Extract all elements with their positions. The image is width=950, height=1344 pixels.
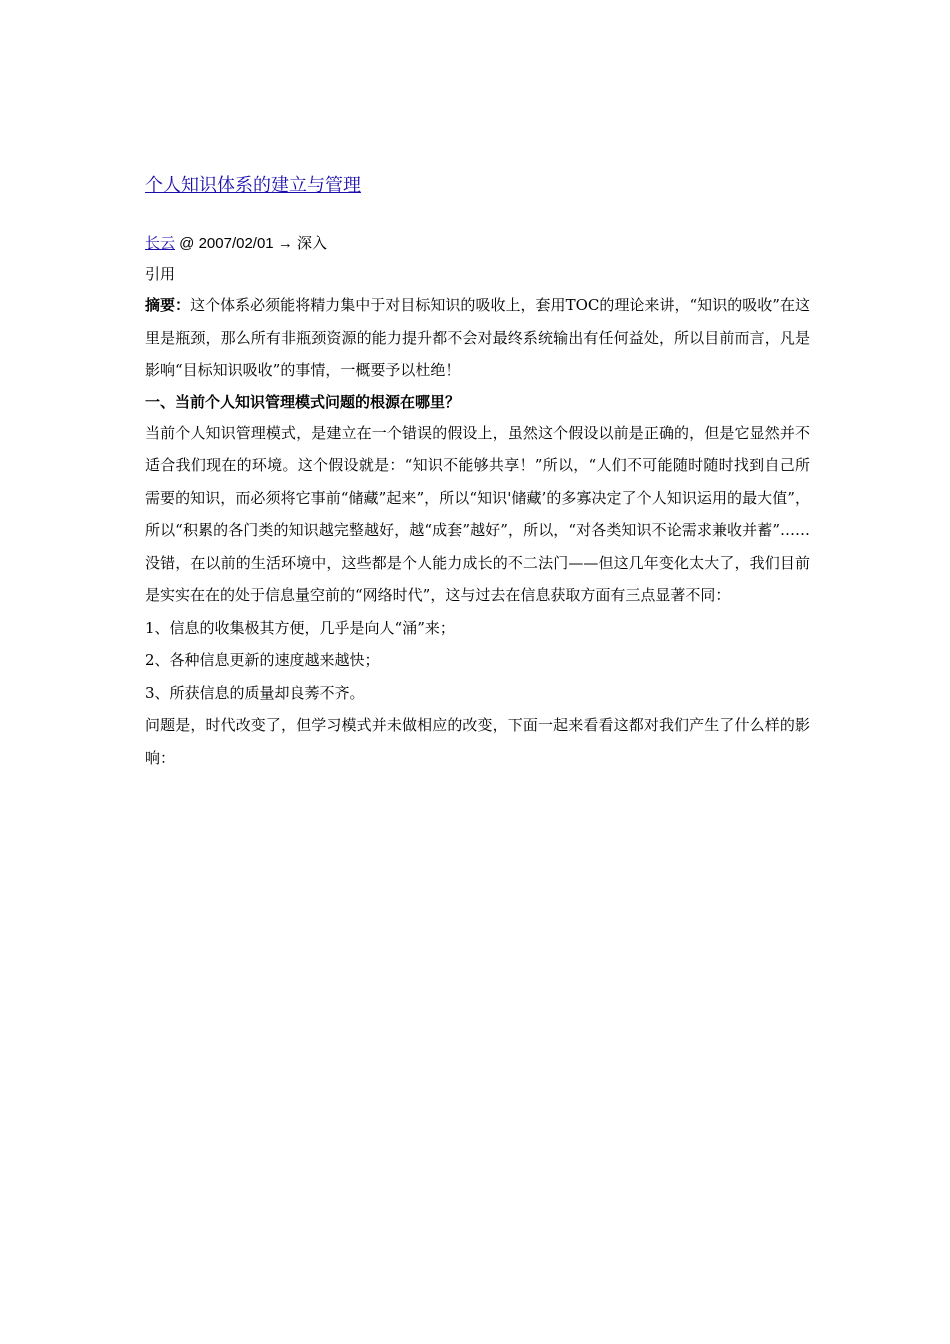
list-item: 3、所获信息的质量却良莠不齐。 bbox=[145, 683, 365, 702]
summary-text: 这个体系必须能将精力集中于对目标知识的吸收上，套用TOC的理论来讲，“知识的吸收”在这里是瓶颈，那么所有非瓶颈资源的能力提升都不会对最终系统输出有任何益处，所以目前而言，凡是影响“目标知识吸收”的事情，一概要予以杜绝！ bbox=[145, 296, 810, 379]
article-title-row bbox=[145, 170, 810, 202]
document-page bbox=[145, 170, 810, 774]
article-title-link[interactable]: 个人知识体系的建立与管理 bbox=[145, 175, 361, 196]
list-item: 1、信息的收集极其方便，几乎是向人“涌”来； bbox=[145, 618, 455, 637]
body-paragraph-1: 当前个人知识管理模式，是建立在一个错误的假设上，虽然这个假设以前是正确的，但是它显然并不适合我们现在的环境。这个假设就是：“知识不能够共享！”所以，“人们不可能随时随时找到自己所需要的知识，而必须将它事前“储藏”起来”，所以“知识'储藏’的多寡决定了个人知识运用的最大值”，所以“积累的各门类的知识越完整越好，越“成套”越好”，所以，“对各类知识不论需求兼收并蓄”……没错，在以前的生活环境中，这些都是个人能力成长的不二法门——但这几年变化太大了，我们目前是实实在在的处于信息量空前的“网络时代”，这与过去在信息获取方面有三点显著不同： bbox=[145, 423, 810, 604]
body-paragraph-2: 问题是，时代改变了，但学习模式并未做相应的改变，下面一起来看看这都对我们产生了什么样的影响： bbox=[145, 716, 810, 767]
summary-paragraph bbox=[145, 289, 810, 387]
summary-label: 摘要： bbox=[145, 296, 191, 314]
quote-label: 引用 bbox=[145, 265, 176, 283]
post-date: @ 2007/02/01 → bbox=[175, 235, 297, 252]
list-item: 2、各种信息更新的速度越来越快； bbox=[145, 651, 380, 669]
section-heading: 一、当前个人知识管理模式问题的根源在哪里？ bbox=[145, 392, 461, 411]
post-category: 深入 bbox=[297, 234, 328, 252]
author-link[interactable]: 长云 bbox=[145, 234, 176, 252]
differences-list bbox=[145, 612, 810, 710]
article-meta bbox=[145, 228, 810, 259]
